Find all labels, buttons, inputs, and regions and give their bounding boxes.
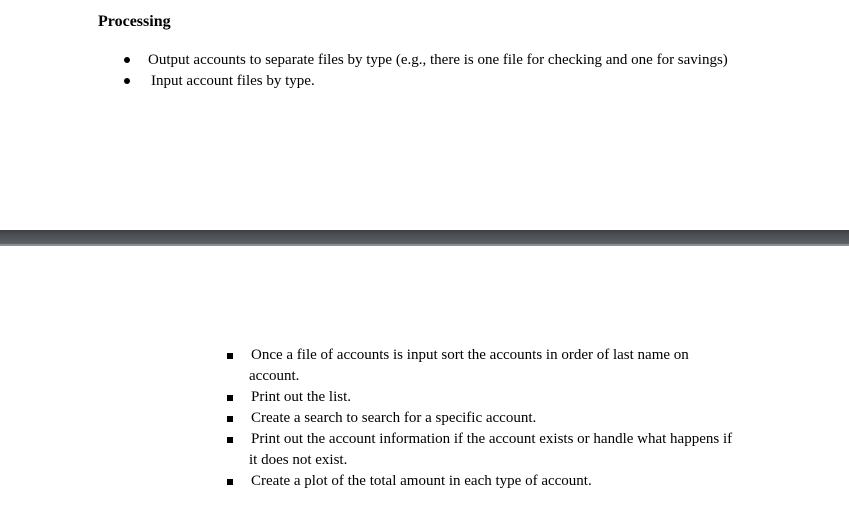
page-divider xyxy=(0,230,849,246)
list-item-text: Output accounts to separate files by type (e.g., there is one file for checking and one for savings) xyxy=(148,52,728,68)
square-bullet-icon xyxy=(227,479,233,485)
document-page-top xyxy=(0,0,849,230)
list-item xyxy=(0,408,754,429)
list-item xyxy=(0,429,754,471)
list-item-text-continued: account. xyxy=(249,368,300,384)
bullet-icon xyxy=(124,57,130,63)
sub-task-list xyxy=(0,345,754,492)
section-heading: Processing xyxy=(98,13,171,30)
list-item xyxy=(0,387,754,408)
list-item xyxy=(0,345,754,387)
list-item-text-continued: it does not exist. xyxy=(249,452,348,468)
square-bullet-icon xyxy=(227,416,233,422)
list-item-text: Print out the account information if the account exists or handle what happens if xyxy=(251,431,733,447)
list-item-text: Print out the list. xyxy=(251,389,352,405)
list-item-text: Once a file of accounts is input sort the accounts in order of last name on xyxy=(251,347,689,363)
bullet-icon xyxy=(124,78,130,84)
list-item-text: Create a plot of the total amount in each type of account. xyxy=(251,473,592,489)
list-item xyxy=(0,471,754,492)
list-item-text: Create a search to search for a specific account. xyxy=(251,410,537,426)
square-bullet-icon xyxy=(227,353,233,359)
square-bullet-icon xyxy=(227,437,233,443)
list-item-text: Input account files by type. xyxy=(151,73,315,89)
square-bullet-icon xyxy=(227,395,233,401)
